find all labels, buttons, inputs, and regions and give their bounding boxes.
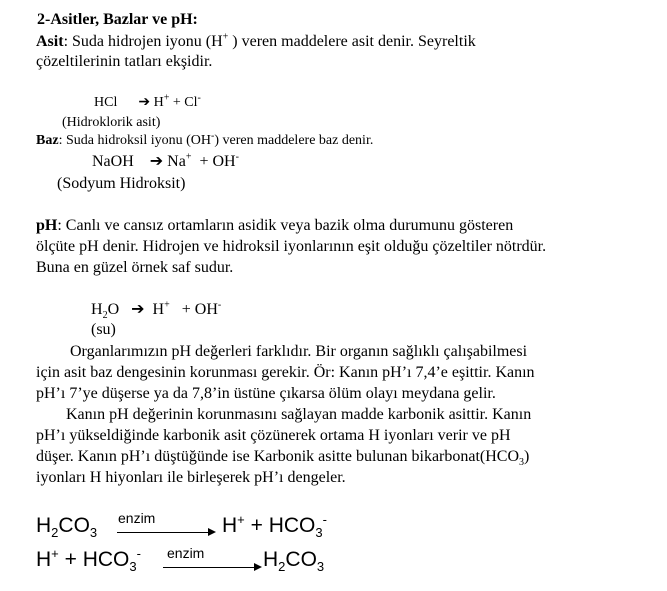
acid-definition-line1: Asit: Suda hidrojen iyonu (H+ ) veren maddelere asit denir. Seyreltik [36, 31, 476, 50]
paragraph2-line1: Kanın pH değerinin korunmasını sağlayan madde karbonik asittir. Kanın [66, 406, 532, 423]
ph-definition-line3: Buna en güzel örnek saf sudur. [36, 259, 234, 276]
enzyme-label-2: enzim [167, 545, 205, 561]
paragraph1-line2: için asit baz dengesinin korunması gerekir. Ör: Kanın pH’ı 7,4’e eşittir. Kanın [36, 364, 535, 381]
acid-definition-line2: çözeltilerinin tatları ekşidir. [36, 53, 213, 70]
naoh-name: (Sodyum Hidroksit) [57, 175, 186, 192]
reaction2-arrow-head [254, 563, 262, 571]
water-equation: $H_2O$ ➔ H+ + OH- [91, 299, 222, 322]
paragraph1-line1: Organlarımızın pH değerleri farklıdır. Bir organın sağlıklı çalışabilmesi [70, 343, 528, 360]
naoh-equation: NaOH ➔ Na+ + OH- [92, 151, 239, 170]
enzyme-label-1: enzim [118, 510, 156, 526]
arrow-icon: ➔ [138, 95, 151, 110]
paragraph1-line3: pH’ı 7’ye düşerse ya da 7,8’in üstüne çıkarsa ölüm olayı meydana gelir. [36, 385, 496, 402]
ph-definition-line2: ölçüte pH denir. Hidrojen ve hidroksil iyonlarının eşit olduğu çözeltiler nötrdür. [36, 238, 547, 255]
page-title: 2-Asitler, Bazlar ve pH: [37, 11, 198, 28]
reaction1-left: $H_2CO_3$ [36, 514, 98, 541]
arrow-icon: ➔ [131, 301, 145, 318]
paragraph2-line3: düşer. Kanın pH’ı düştüğünde ise Karbonik asitte bulunan $bikarbonat(HCO_3)$ [36, 448, 530, 469]
hcl-name: (Hidroklorik asit) [62, 115, 161, 130]
base-definition: Baz: Suda hidroksil iyonu (OH-) veren maddelere baz denir. [36, 130, 374, 148]
water-name: (su) [91, 321, 116, 338]
hcl-equation: HCl ➔ H+ + Cl- [94, 92, 201, 110]
reaction1-arrow-head [208, 528, 216, 536]
paragraph2-line2: pH’ı yükseldiğinde karbonik asit çözünerek ortama H iyonları verir ve pH [36, 427, 511, 444]
reaction1-right: $H^+ + HCO_3^-$ [222, 512, 327, 541]
arrow-icon: ➔ [149, 153, 164, 170]
reaction2-arrow-line [163, 567, 255, 568]
paragraph2-line4: iyonları H hiyonları ile birleşerek pH’ı dengeler. [36, 469, 346, 486]
reaction2-right: $H_2CO_3$ [263, 548, 325, 575]
reaction1-arrow-line [117, 532, 209, 533]
ph-definition-line1: pH: Canlı ve cansız ortamların asidik veya bazik olma durumunu gösteren [36, 217, 514, 234]
reaction2-left: $H^+ + HCO_3^-$ [36, 546, 141, 575]
